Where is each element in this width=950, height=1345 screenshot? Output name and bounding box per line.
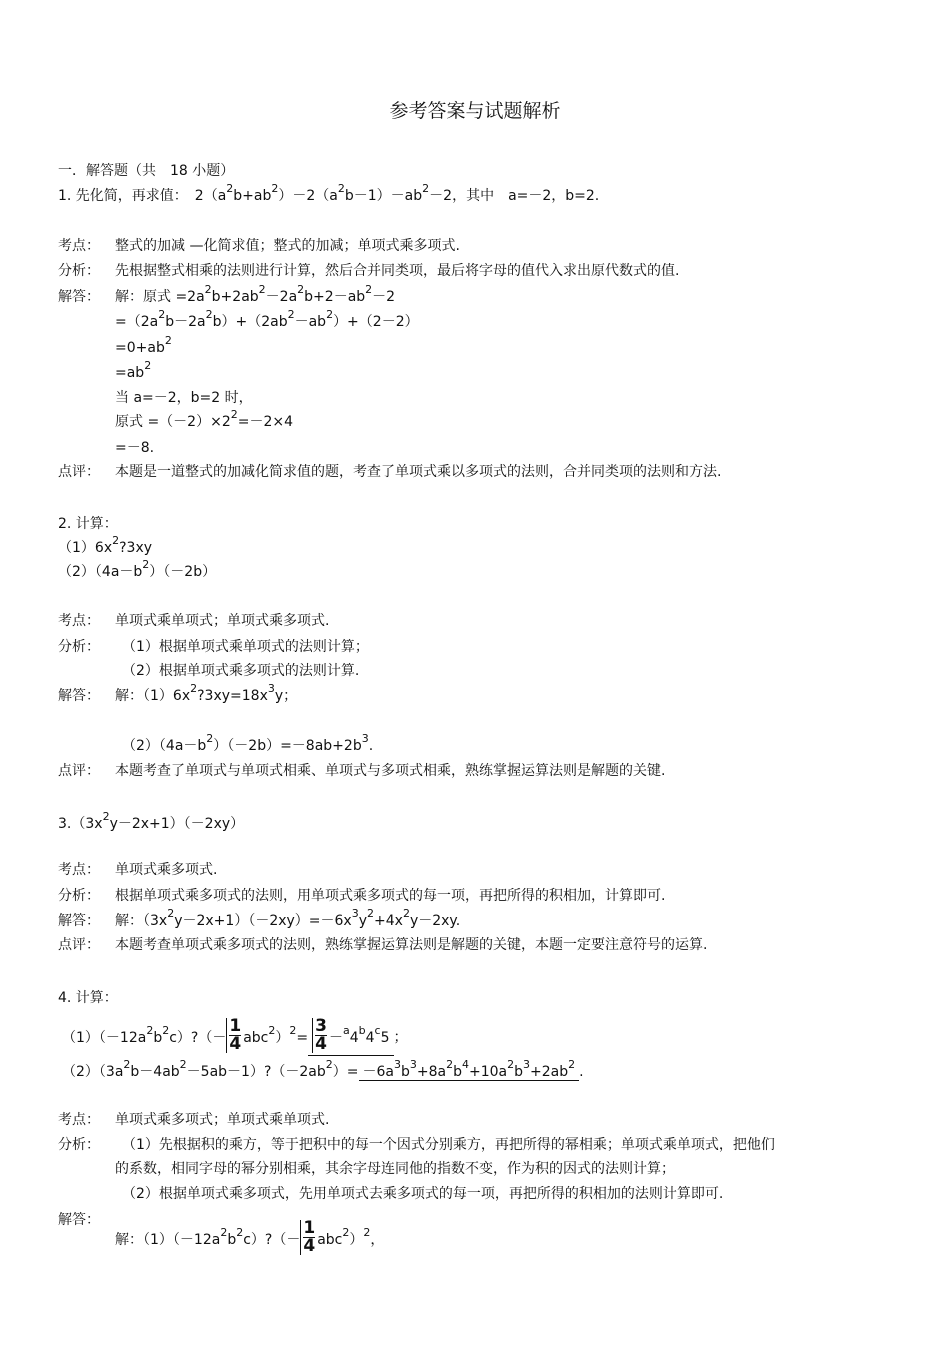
q2-jieda-label: 解答： — [58, 688, 100, 704]
exponent: c — [374, 1023, 381, 1037]
fraction-numerator: 1 — [229, 1016, 242, 1036]
math-text: 5 — [380, 1029, 390, 1046]
math-text: ）－2（a — [278, 188, 338, 204]
math-text: y — [358, 913, 368, 929]
math-text: 原式 =（－2）×2 — [115, 414, 231, 430]
fraction-one-quarter — [226, 1018, 243, 1053]
math-text: b+2－ab — [304, 289, 366, 305]
math-text: +4x — [374, 913, 403, 929]
math-text: = — [296, 1029, 309, 1046]
q2-kaodian-label: 考点： — [58, 613, 100, 629]
exponent: 2 — [289, 1023, 297, 1037]
exponent: 2 — [167, 907, 175, 920]
math-text: c）?（－ — [169, 1029, 227, 1046]
q4-jieda-1 — [115, 1218, 385, 1257]
fraction-denominator: 4 — [303, 1236, 316, 1256]
math-text: （1）6x — [58, 540, 113, 556]
q4-fenxi-1: （1）先根据积的乘方，等于把积中的每一个因式分别乘方，再把所得的幂相乘；单项式乘单项式，把他们 — [122, 1137, 775, 1153]
math-text: c）?（－ — [243, 1231, 301, 1248]
math-text: b+ab — [233, 188, 272, 204]
q4-stem: 4. 计算： — [58, 990, 118, 1006]
page-title: 参考答案与试题解析 — [389, 100, 561, 122]
exponent: 2 — [363, 1225, 371, 1239]
exponent: 2 — [287, 308, 295, 321]
q4-fenxi-2: （2）根据单项式乘多项式，先用单项式去乘多项式的每一项，再把所得的积相加的法则计算即可. — [122, 1186, 724, 1202]
q2-part-1 — [58, 534, 153, 556]
q2-kaodian: 单项式乘单项式；单项式乘多项式. — [115, 613, 330, 629]
math-text: b）+（2ab — [212, 314, 288, 330]
math-text: －ab — [294, 314, 327, 330]
exponent: 3 — [267, 682, 275, 695]
math-text: +10a — [469, 1064, 508, 1080]
q2-part-2 — [58, 558, 217, 580]
fraction-one-quarter — [300, 1220, 317, 1255]
fraction-three-quarters — [312, 1018, 329, 1053]
exponent: 2 — [112, 534, 120, 547]
exponent: 3 — [351, 907, 359, 920]
math-text: －2 — [372, 289, 396, 305]
exponent: 4 — [462, 1058, 469, 1071]
math-text: =0+ab — [115, 340, 165, 356]
math-text: b－2a — [165, 314, 206, 330]
math-text: +8a — [416, 1064, 447, 1080]
exponent: 3 — [394, 1058, 401, 1071]
q1-fenxi: 先根据整式相乘的法则进行计算，然后合并同类项，最后将字母的值代入求出原代数式的值. — [115, 263, 680, 279]
q4-part-1-answer-text — [328, 1023, 390, 1046]
q4-jieda-label: 解答： — [58, 1212, 100, 1228]
math-text: y－2x+1）（－2xy）=－6x — [174, 913, 352, 929]
math-text: －6a — [362, 1064, 394, 1080]
q3-fenxi: 根据单项式乘多项式的法则，用单项式乘多项式的每一项，再把所得的积相加，计算即可. — [115, 888, 666, 904]
math-text: ）= — [332, 1064, 359, 1080]
q3-stem — [58, 810, 245, 832]
q3-kaodian: 单项式乘多项式. — [115, 862, 218, 878]
math-text: ）+（2－2） — [333, 314, 419, 330]
math-text: 解：（1）（－12a — [115, 1231, 221, 1248]
fraction-denominator: 4 — [229, 1034, 242, 1054]
math-text: 解：（1）6x — [115, 688, 191, 704]
exponent: 2 — [158, 308, 166, 321]
math-text: b — [153, 1029, 163, 1046]
exponent: 2 — [190, 682, 198, 695]
exponent: 2 — [164, 334, 172, 347]
q4-part-2-end: . — [579, 1064, 584, 1080]
math-text: =－2×4 — [237, 414, 294, 430]
math-text: ）（－2b）=－8ab+2b — [213, 738, 362, 754]
fraction-denominator: 4 — [315, 1034, 327, 1054]
q4-fenxi-1b: 的系数，相同字母的幂分别相乘，其余字母连同他的指数不变，作为积的因式的法则计算； — [115, 1161, 675, 1177]
q1-kaodian: 整式的加减 —化简求值；整式的加减；单项式乘多项式. — [115, 238, 460, 254]
fraction-numerator: 1 — [303, 1218, 316, 1238]
math-text: ?3xy=18x — [197, 688, 268, 704]
q2-jieda-2 — [122, 732, 374, 754]
math-text: b — [514, 1064, 524, 1080]
exponent: 2 — [205, 308, 213, 321]
exponent: 2 — [226, 182, 234, 195]
math-text: =ab — [115, 365, 145, 381]
exponent: b — [358, 1023, 366, 1037]
math-text: =（2a — [115, 314, 159, 330]
math-text: +2ab — [530, 1064, 569, 1080]
q4-fenxi-label: 分析： — [58, 1137, 100, 1153]
q4-jieda-rest — [317, 1225, 385, 1248]
math-text: － — [328, 1029, 343, 1046]
q4-kaodian-label: 考点： — [58, 1112, 100, 1128]
exponent: 2 — [206, 732, 214, 745]
q1-step-1 — [115, 283, 396, 305]
q3-jieda-label: 解答： — [58, 913, 100, 929]
math-text: ， — [370, 1231, 385, 1248]
exponent: 2 — [258, 283, 266, 296]
math-text: 4 — [349, 1029, 359, 1046]
exponent: 2 — [220, 1225, 228, 1239]
q2-dianping-label: 点评： — [58, 763, 100, 779]
exponent: 3 — [409, 1058, 417, 1071]
q4-part-1 — [62, 1016, 408, 1056]
math-text: （2）（4a－b — [58, 564, 143, 580]
q1-step-7: =－8. — [115, 440, 155, 456]
exponent: 2 — [230, 408, 238, 421]
q1-jieda-label: 解答： — [58, 289, 100, 305]
math-text: b－1）－ab — [344, 188, 423, 204]
math-text: （1）（－12a — [62, 1029, 147, 1046]
exponent: 2 — [271, 182, 279, 195]
math-text: －5ab－1）?（－2ab — [186, 1064, 326, 1080]
exponent: 2 — [236, 1225, 244, 1239]
math-text: y－2x+1）（－2xy） — [109, 816, 245, 832]
math-text: ?3xy — [119, 540, 153, 556]
q1-dianping-label: 点评： — [58, 464, 100, 480]
exponent: a — [342, 1023, 350, 1037]
math-text: b+2ab — [211, 289, 259, 305]
q4-kaodian: 单项式乘多项式；单项式乘单项式. — [115, 1112, 330, 1128]
exponent: 2 — [146, 1023, 154, 1037]
q1-step-2 — [115, 308, 419, 330]
exponent: 2 — [297, 283, 305, 296]
q3-dianping-label: 点评： — [58, 937, 100, 953]
math-text: （2）（3a — [62, 1064, 124, 1080]
q2-fenxi-1: （1）根据单项式乘单项式的法则计算； — [122, 639, 369, 655]
q4-part-1-rest — [243, 1023, 309, 1046]
q1-step-3 — [115, 334, 172, 356]
exponent: 2 — [162, 1023, 170, 1037]
math-text: －2，其中 a=－2，b=2. — [429, 188, 600, 204]
q2-stem: 2. 计算： — [58, 516, 118, 532]
math-text: b — [401, 1064, 410, 1080]
q1-kaodian-label: 考点： — [58, 238, 100, 254]
math-text: ） — [349, 1231, 364, 1248]
exponent: 2 — [325, 1058, 333, 1071]
math-text: b — [453, 1064, 462, 1080]
exponent: 2 — [342, 1225, 350, 1239]
q4-part-1-answer — [308, 1016, 393, 1056]
math-text: abc — [317, 1231, 343, 1248]
math-text: ） — [275, 1029, 290, 1046]
math-text: b－4ab — [130, 1064, 180, 1080]
q4-part-2-answer — [359, 1058, 580, 1081]
math-text: ）（－2b） — [149, 564, 217, 580]
exponent: 2 — [102, 810, 110, 823]
exponent: 2 — [365, 283, 373, 296]
exponent: 2 — [179, 1058, 187, 1071]
exponent: 2 — [367, 907, 375, 920]
q4-part-2 — [62, 1058, 584, 1081]
exponent: 3 — [361, 732, 369, 745]
q2-fenxi-2: （2）根据单项式乘多项式的法则计算. — [122, 663, 360, 679]
fraction-numerator: 3 — [315, 1016, 327, 1036]
math-text: 解：原式 =2a — [115, 289, 205, 305]
q1-dianping: 本题是一道整式的加减化简求值的题，考查了单项式乘以多项式的法则，合并同类项的法则和方法. — [115, 464, 722, 480]
math-text: 解：（3x — [115, 913, 168, 929]
q1-fenxi-label: 分析： — [58, 263, 100, 279]
q3-jieda — [115, 907, 461, 929]
math-text: y－2xy. — [409, 913, 461, 929]
math-text: －2a — [265, 289, 298, 305]
q2-jieda-1 — [115, 682, 298, 704]
exponent: 2 — [144, 359, 152, 372]
exponent: 2 — [123, 1058, 131, 1071]
q1-step-5: 当 a=－2，b=2 时， — [115, 390, 253, 406]
q1-step-4 — [115, 359, 152, 381]
math-text: b — [227, 1231, 237, 1248]
q1-stem — [58, 182, 600, 204]
math-text: abc — [243, 1029, 269, 1046]
math-text: 1. 先化简，再求值： 2（a — [58, 188, 227, 204]
exponent: 2 — [337, 182, 345, 195]
exponent: 3 — [523, 1058, 531, 1071]
section-heading: 一．解答题（共 18 小题） — [58, 163, 235, 179]
math-text: y； — [274, 688, 298, 704]
q4-part-1-end: ； — [393, 1029, 408, 1046]
math-text: 4 — [365, 1029, 375, 1046]
q4-part-2-lead — [62, 1058, 359, 1080]
q3-fenxi-label: 分析： — [58, 888, 100, 904]
q1-step-6 — [115, 408, 294, 430]
q2-fenxi-label: 分析： — [58, 639, 100, 655]
q4-part-1-lead — [62, 1023, 227, 1046]
exponent: 2 — [446, 1058, 454, 1071]
exponent: 2 — [142, 558, 150, 571]
exponent: 2 — [268, 1023, 276, 1037]
exponent: 2 — [507, 1058, 515, 1071]
q3-dianping: 本题考查单项式乘多项式的法则，熟练掌握运算法则是解题的关键，本题一定要注意符号的运算. — [115, 937, 708, 953]
q4-jieda-lead — [115, 1225, 301, 1248]
q3-kaodian-label: 考点： — [58, 862, 100, 878]
math-text: 3.（3x — [58, 816, 103, 832]
math-text: . — [368, 738, 374, 754]
exponent: 2 — [204, 283, 212, 296]
exponent: 2 — [568, 1058, 576, 1071]
exponent: 2 — [402, 907, 410, 920]
exponent: 2 — [326, 308, 334, 321]
q2-dianping: 本题考查了单项式与单项式相乘、单项式与多项式相乘，熟练掌握运算法则是解题的关键. — [115, 763, 666, 779]
math-text: （2）（4a－b — [122, 738, 207, 754]
exponent: 2 — [422, 182, 430, 195]
